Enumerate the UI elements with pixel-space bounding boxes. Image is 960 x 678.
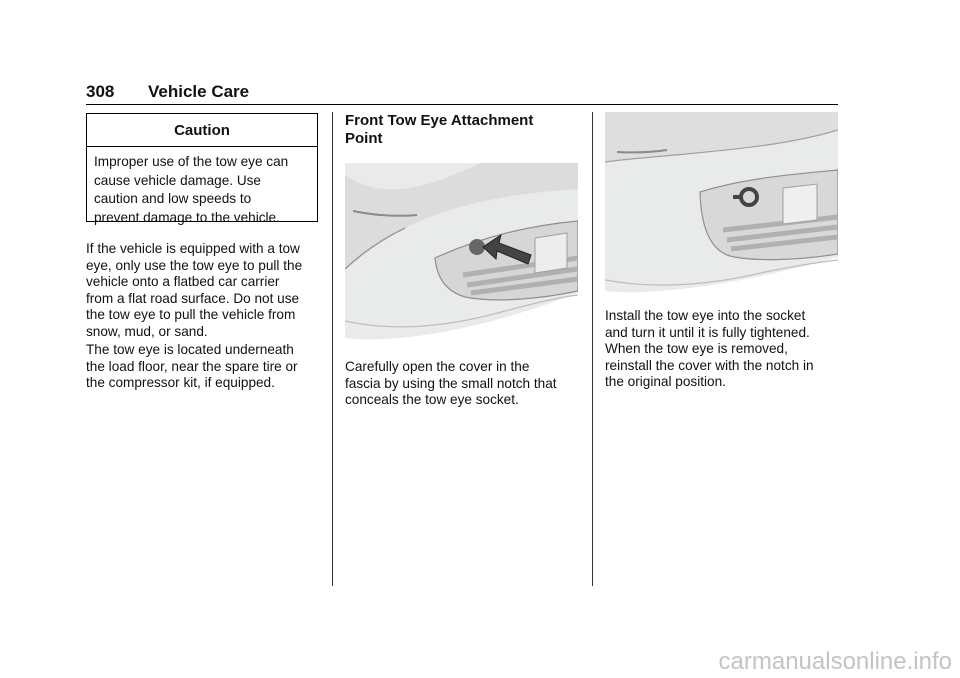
text-line: the compressor kit, if equipped. (86, 375, 275, 390)
watermark: carmanualsonline.info (718, 648, 952, 675)
text-line: snow, mud, or sand. (86, 323, 208, 339)
caution-text (94, 153, 316, 227)
caution-box (86, 113, 318, 225)
heading-line: Front Tow Eye Attachment (345, 112, 534, 129)
text-line: If the vehicle is equipped with a tow (86, 241, 300, 256)
column-divider-right (592, 112, 593, 586)
install-tow-eye-caption (605, 308, 845, 391)
caution-line: Improper use of the tow eye can (94, 154, 289, 169)
heading-line: Point (345, 130, 383, 147)
text-line: from a flat road surface. Do not use (86, 290, 300, 306)
text-line: Carefully open the cover in the (345, 359, 530, 374)
text-line: vehicle onto a flatbed car carrier (86, 274, 280, 289)
tow-eye-usage-paragraph (86, 241, 326, 340)
text-line: the original position. (605, 374, 726, 389)
text-line: eye, only use the tow eye to pull the (86, 257, 303, 273)
page-number: 308 (86, 82, 115, 101)
text-line: The tow eye is located underneath (86, 342, 294, 357)
text-line: the load floor, near the spare tire or (86, 358, 298, 374)
bumper-tow-eye-installed-illustration-icon (605, 112, 838, 296)
caution-line: prevent damage to the vehicle. (94, 209, 280, 225)
text-line: When the tow eye is removed, (605, 341, 788, 356)
text-line: reinstall the cover with the notch in (605, 357, 814, 373)
caution-title: Caution (87, 114, 317, 147)
front-tow-eye-heading (345, 112, 585, 148)
text-line: conceals the tow eye socket. (345, 392, 519, 407)
open-cover-caption (345, 359, 585, 409)
bumper-cover-arrow-illustration-icon (345, 163, 578, 346)
section-title: Vehicle Care (148, 82, 250, 101)
text-line: the tow eye to pull the vehicle from (86, 307, 296, 322)
text-line: fascia by using the small notch that (345, 375, 557, 391)
caution-line: cause vehicle damage. Use (94, 172, 261, 188)
tow-eye-location-paragraph (86, 342, 326, 392)
caution-line: caution and low speeds to (94, 191, 252, 206)
text-line: and turn it until it is fully tightened. (605, 324, 810, 340)
column-divider-left (332, 112, 333, 586)
page-header (86, 82, 838, 105)
text-line: Install the tow eye into the socket (605, 308, 806, 323)
